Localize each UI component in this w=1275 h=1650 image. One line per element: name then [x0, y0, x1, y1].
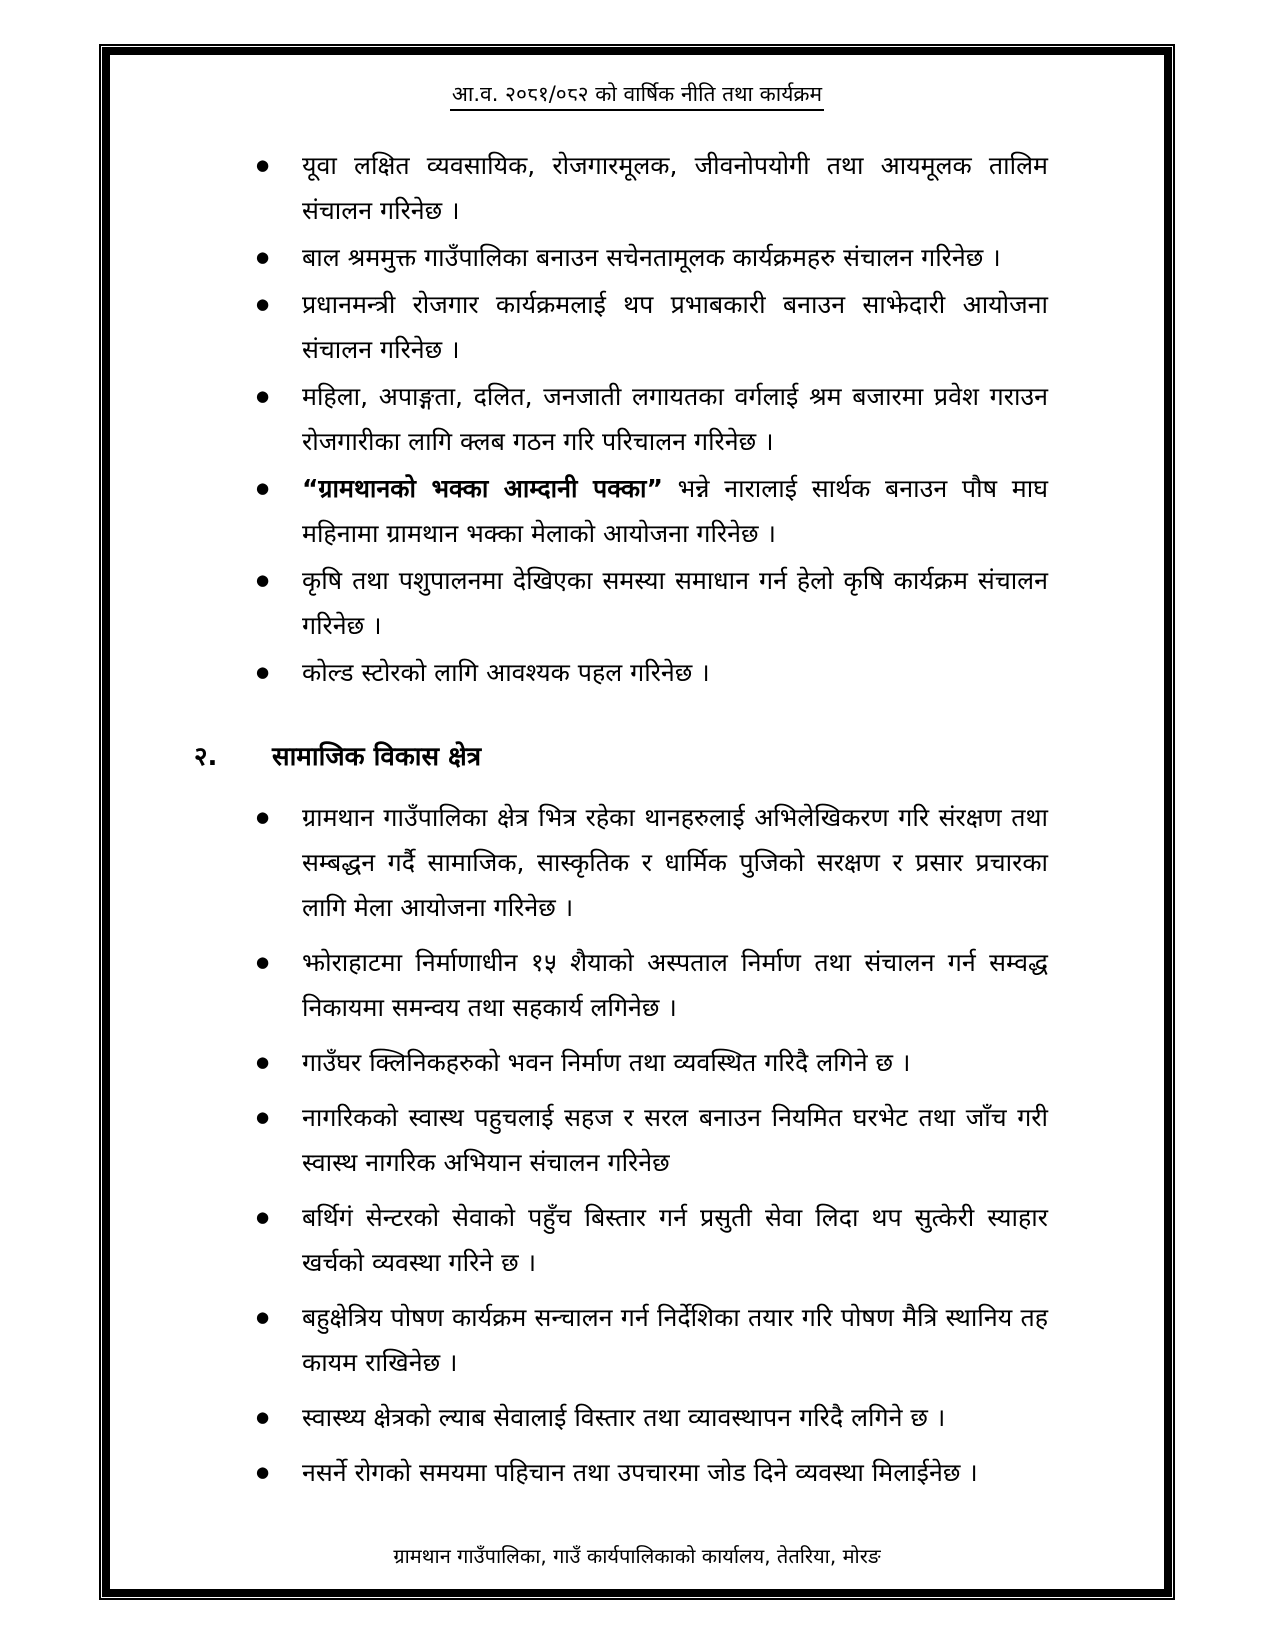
- bullet-item: [110, 1040, 1164, 1085]
- bullet-text-rest: भन्ने नारालाई सार्थक बनाउन पौष माघ महिनामा ग्रामथान भक्का मेलाको आयोजना गरिनेछ ।: [302, 474, 1048, 548]
- bullet-icon: ●: [256, 156, 270, 174]
- bullet-item: [110, 795, 1164, 930]
- bullet-text: नागरिकको स्वास्थ पहुचलाई सहज र सरल बनाउन नियमित घरभेट तथा जाँच गरी स्वास्थ नागरिक अभियान संचालन गरिनेछ: [302, 1103, 1048, 1177]
- bullet-icon: ●: [256, 953, 270, 971]
- bullet-icon: ●: [256, 479, 270, 497]
- bullet-icon: ●: [256, 1463, 270, 1481]
- bullet-item: [110, 940, 1164, 1030]
- bullet-item: [110, 650, 1164, 695]
- bullet-text: झोराहाटमा निर्माणाधीन १५ शैयाको अस्पताल निर्माण तथा संचालन गर्न सम्वद्ध निकायमा समन्वय तथा सहकार्य लगिनेछ ।: [302, 948, 1048, 1022]
- bullet-text: गाउँघर क्लिनिकहरुको भवन निर्माण तथा व्यवस्थित गरिदै लगिने छ ।: [302, 1048, 911, 1077]
- section1-bullet-list: [110, 143, 1164, 695]
- bullet-item: [110, 374, 1164, 464]
- bullet-text: ग्रामथान गाउँपालिका क्षेत्र भित्र रहेका थानहरुलाई अभिलेखिकरण गरि संरक्षण तथा सम्बद्धन गर्दै सामाजिक, सास्कृतिक र धार्मिक पुजिको सरक्षण र प्रसार प्रचारका लागि मेला आयोजना गरिनेछ ।: [302, 803, 1048, 922]
- section-number: २.: [194, 742, 218, 772]
- bullet-item: [110, 466, 1164, 556]
- bullet-item: [110, 1195, 1164, 1285]
- bullet-text: कोल्ड स्टोरको लागि आवश्यक पहल गरिनेछ ।: [302, 658, 710, 687]
- bullet-icon: ●: [256, 1108, 270, 1126]
- bullet-icon: ●: [256, 1408, 270, 1426]
- page-footer: ग्रामथान गाउँपालिका, गाउँ कार्यपालिकाको कार्यालय, तेतरिया, मोरङ: [393, 1544, 881, 1568]
- bullet-text: प्रधानमन्त्री रोजगार कार्यक्रमलाई थप प्रभाबकारी बनाउन साझेदारी आयोजना संचालन गरिनेछ ।: [302, 290, 1048, 364]
- bullet-item: [110, 282, 1164, 372]
- bullet-text: महिला, अपाङ्गता, दलित, जनजाती लगायतका वर्गलाई श्रम बजारमा प्रवेश गराउन रोजगारीका लागि क्लब गठन गरि परिचालन गरिनेछ ।: [302, 382, 1048, 456]
- bullet-text: नसर्ने रोगको समयमा पहिचान तथा उपचारमा जोड दिने व्यवस्था मिलाईनेछ ।: [302, 1458, 978, 1487]
- page-border-frame-inner: [102, 47, 1172, 1597]
- section2-bullet-list: [110, 795, 1164, 1495]
- bullet-item: [110, 558, 1164, 648]
- bullet-item: [110, 235, 1164, 280]
- bullet-icon: ●: [256, 248, 270, 266]
- bullet-text: बहुक्षेत्रिय पोषण कार्यक्रम सन्चालन गर्न निर्देशिका तयार गरि पोषण मैत्रि स्थानिय तह कायम राखिनेछ ।: [302, 1303, 1048, 1377]
- bullet-item: [110, 1450, 1164, 1495]
- bullet-text-bold: “ग्रामथानको भक्का आम्दानी पक्का”: [302, 474, 663, 503]
- page-border-frame: [99, 44, 1175, 1600]
- bullet-text: बाल श्रममुक्त गाउँपालिका बनाउन सचेनतामूलक कार्यक्रमहरु संचालन गरिनेछ ।: [302, 243, 1001, 272]
- bullet-text: कृषि तथा पशुपालनमा देखिएका समस्या समाधान गर्न हेलो कृषि कार्यक्रम संचालन गरिनेछ ।: [302, 566, 1048, 640]
- bullet-text: बर्थिगं सेन्टरको सेवाको पहुँच बिस्तार गर्न प्रसुती सेवा लिदा थप सुत्केरी स्याहार खर्चको व्यवस्था गरिने छ ।: [302, 1203, 1048, 1277]
- page-header-title: आ.व. २०८१/०८२ को वार्षिक नीति तथा कार्यक्रम: [450, 82, 824, 111]
- bullet-icon: ●: [256, 1208, 270, 1226]
- bullet-item: [110, 143, 1164, 233]
- bullet-text: [302, 466, 1048, 556]
- bullet-icon: ●: [256, 808, 270, 826]
- bullet-icon: ●: [256, 387, 270, 405]
- section-title: सामाजिक विकास क्षेत्र: [272, 742, 482, 772]
- bullet-icon: ●: [256, 1053, 270, 1071]
- bullet-text: यूवा लक्षित व्यवसायिक, रोजगारमूलक, जीवनोपयोगी तथा आयमूलक तालिम संचालन गरिनेछ ।: [302, 151, 1048, 225]
- bullet-icon: ●: [256, 295, 270, 313]
- bullet-icon: ●: [256, 571, 270, 589]
- bullet-item: [110, 1395, 1164, 1440]
- bullet-item: [110, 1095, 1164, 1185]
- bullet-icon: ●: [256, 663, 270, 681]
- bullet-item: [110, 1295, 1164, 1385]
- page-header: [110, 79, 1164, 109]
- bullet-text: स्वास्थ्य क्षेत्रको ल्याब सेवालाई विस्तार तथा व्यावस्थापन गरिदै लगिने छ ।: [302, 1403, 946, 1432]
- bullet-icon: ●: [256, 1308, 270, 1326]
- section-heading: [194, 737, 1164, 777]
